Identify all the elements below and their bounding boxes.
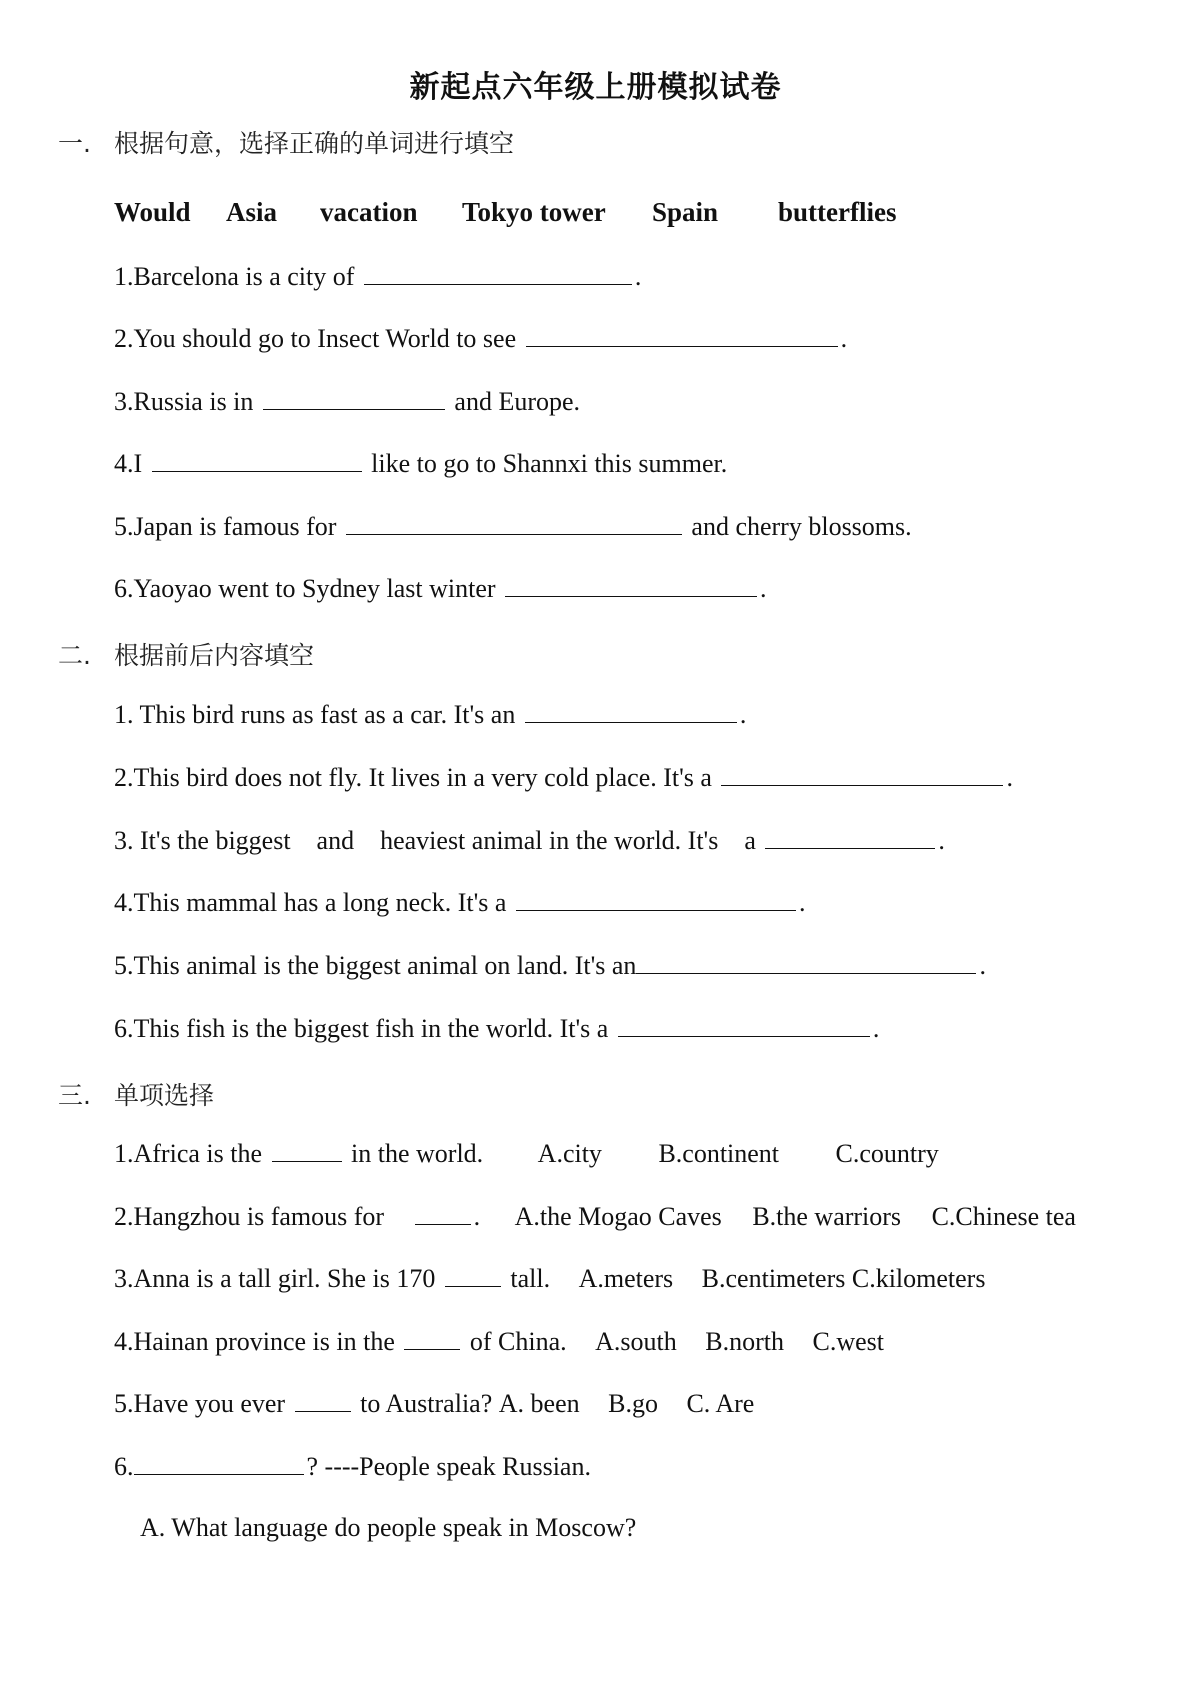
answer-blank[interactable] bbox=[134, 1450, 304, 1475]
question-2-6 bbox=[114, 1012, 879, 1045]
option-a[interactable]: A. What language do people speak in Moscow? bbox=[140, 1513, 637, 1542]
question-1-5 bbox=[114, 510, 912, 543]
word-bank-item: Would bbox=[114, 197, 191, 227]
question-text: 3.Anna is a tall girl. She is 170 bbox=[114, 1264, 436, 1293]
question-3-4 bbox=[114, 1325, 884, 1358]
page-title: 新起点六年级上册模拟试卷 bbox=[409, 70, 782, 105]
question-3-2 bbox=[114, 1200, 1076, 1233]
question-text: 6. bbox=[114, 1452, 134, 1481]
section-2-heading bbox=[58, 636, 314, 672]
question-text: 1.Barcelona is a city of bbox=[114, 262, 355, 291]
answer-blank[interactable] bbox=[526, 322, 838, 347]
option-b[interactable]: B.continent bbox=[658, 1139, 780, 1168]
question-text: 2.You should go to Insect World to see bbox=[114, 324, 517, 353]
option-c[interactable]: C.kilometers bbox=[851, 1264, 986, 1293]
question-text: 1. This bird runs as fast as a car. It's an bbox=[114, 700, 516, 729]
question-2-2 bbox=[114, 761, 1013, 794]
question-text-end: . bbox=[473, 1202, 481, 1231]
question-text-end: . bbox=[840, 324, 848, 353]
question-text-end: . bbox=[634, 262, 642, 291]
question-text: 3. It's the biggest and heaviest animal in the world. It's a bbox=[114, 826, 756, 855]
question-text: 6.This fish is the biggest fish in the world. It's a bbox=[114, 1014, 609, 1043]
question-text-end: to Australia? bbox=[360, 1389, 493, 1418]
question-text: 1.Africa is the bbox=[114, 1139, 263, 1168]
option-a[interactable]: A.meters bbox=[578, 1264, 674, 1293]
question-text-end: . bbox=[938, 826, 945, 855]
question-text-end: like to go to Shannxi this summer. bbox=[371, 449, 728, 478]
question-3-6 bbox=[114, 1450, 591, 1483]
answer-blank[interactable] bbox=[636, 949, 976, 974]
section-number: 一. bbox=[58, 129, 91, 158]
question-text-end: ? ----People speak Russian. bbox=[306, 1452, 591, 1481]
question-text-end: in the world. bbox=[351, 1139, 484, 1168]
question-2-3 bbox=[114, 824, 945, 857]
section-title: 单项选择 bbox=[114, 1081, 215, 1110]
question-2-5 bbox=[114, 949, 986, 982]
question-text: 2.This bird does not fly. It lives in a very cold place. It's a bbox=[114, 763, 712, 792]
section-title: 根据前后内容填空 bbox=[114, 641, 315, 670]
word-bank bbox=[114, 197, 896, 228]
answer-blank[interactable] bbox=[404, 1325, 460, 1350]
answer-blank[interactable] bbox=[415, 1200, 471, 1225]
option-b[interactable]: B.the warriors bbox=[752, 1202, 902, 1231]
question-text: 5.Have you ever bbox=[114, 1389, 286, 1418]
answer-blank[interactable] bbox=[364, 260, 632, 285]
answer-blank[interactable] bbox=[525, 698, 737, 723]
question-text: 3.Russia is in bbox=[114, 387, 254, 416]
question-text-end: . bbox=[872, 1014, 880, 1043]
answer-blank[interactable] bbox=[445, 1262, 501, 1287]
question-1-2 bbox=[114, 322, 847, 355]
answer-blank[interactable] bbox=[346, 510, 682, 535]
option-b[interactable]: B.go bbox=[608, 1389, 658, 1418]
question-text-end: and Europe. bbox=[454, 387, 581, 416]
question-3-5 bbox=[114, 1387, 754, 1420]
question-1-6 bbox=[114, 572, 767, 605]
answer-blank[interactable] bbox=[152, 447, 362, 472]
question-text-end: tall. bbox=[510, 1264, 551, 1293]
question-3-3 bbox=[114, 1262, 985, 1295]
answer-blank[interactable] bbox=[263, 385, 445, 410]
question-3-1 bbox=[114, 1137, 939, 1170]
answer-blank[interactable] bbox=[618, 1012, 870, 1037]
section-3-heading bbox=[58, 1076, 214, 1112]
section-1-heading bbox=[58, 124, 514, 160]
section-number: 二. bbox=[58, 641, 91, 670]
question-text: 4.This mammal has a long neck. It's a bbox=[114, 888, 507, 917]
question-text: 5.Japan is famous for bbox=[114, 512, 337, 541]
question-text-end: . bbox=[798, 888, 806, 917]
word-bank-item: vacation bbox=[320, 197, 418, 227]
question-text-end: . bbox=[979, 951, 986, 980]
option-a[interactable]: A. been bbox=[498, 1389, 580, 1418]
word-bank-item: Asia bbox=[226, 197, 278, 227]
option-a[interactable]: A.the Mogao Caves bbox=[514, 1202, 722, 1231]
question-text-end: . bbox=[739, 700, 747, 729]
question-text: 2.Hangzhou is famous for bbox=[114, 1202, 385, 1231]
answer-blank[interactable] bbox=[272, 1137, 342, 1162]
question-text: 4.I bbox=[114, 449, 143, 478]
question-text-end: . bbox=[1006, 763, 1013, 792]
option-b[interactable]: B.centimeters bbox=[701, 1264, 846, 1293]
answer-blank[interactable] bbox=[765, 824, 935, 849]
option-b[interactable]: B.north bbox=[705, 1327, 784, 1356]
question-text-end: of China. bbox=[469, 1327, 567, 1356]
question-1-4 bbox=[114, 447, 727, 480]
question-1-1 bbox=[114, 260, 641, 293]
option-a[interactable]: A.city bbox=[537, 1139, 602, 1168]
word-bank-item: Spain bbox=[652, 197, 719, 227]
question-text: 4.Hainan province is in the bbox=[114, 1327, 395, 1356]
option-c[interactable]: C. Are bbox=[686, 1389, 755, 1418]
option-c[interactable]: C.Chinese tea bbox=[931, 1202, 1076, 1231]
option-c[interactable]: C.country bbox=[835, 1139, 939, 1168]
question-text-end: and cherry blossoms. bbox=[691, 512, 912, 541]
section-title: 根据句意，选择正确的单词进行填空 bbox=[114, 129, 515, 158]
question-1-3 bbox=[114, 385, 580, 418]
question-text: 5.This animal is the biggest animal on land. It's an bbox=[114, 951, 637, 980]
question-text-end: . bbox=[760, 574, 767, 603]
section-number: 三. bbox=[58, 1081, 91, 1110]
question-3-6-option-a[interactable] bbox=[140, 1512, 636, 1544]
word-bank-item: Tokyo tower bbox=[462, 197, 606, 227]
question-2-1 bbox=[114, 698, 746, 731]
answer-blank[interactable] bbox=[721, 761, 1003, 786]
question-text: 6.Yaoyao went to Sydney last winter bbox=[114, 574, 496, 603]
answer-blank[interactable] bbox=[516, 886, 796, 911]
option-a[interactable]: A.south bbox=[595, 1327, 677, 1356]
answer-blank[interactable] bbox=[505, 572, 757, 597]
question-2-4 bbox=[114, 886, 805, 919]
answer-blank[interactable] bbox=[295, 1387, 351, 1412]
word-bank-item: butterflies bbox=[778, 197, 897, 227]
option-c[interactable]: C.west bbox=[812, 1327, 884, 1356]
